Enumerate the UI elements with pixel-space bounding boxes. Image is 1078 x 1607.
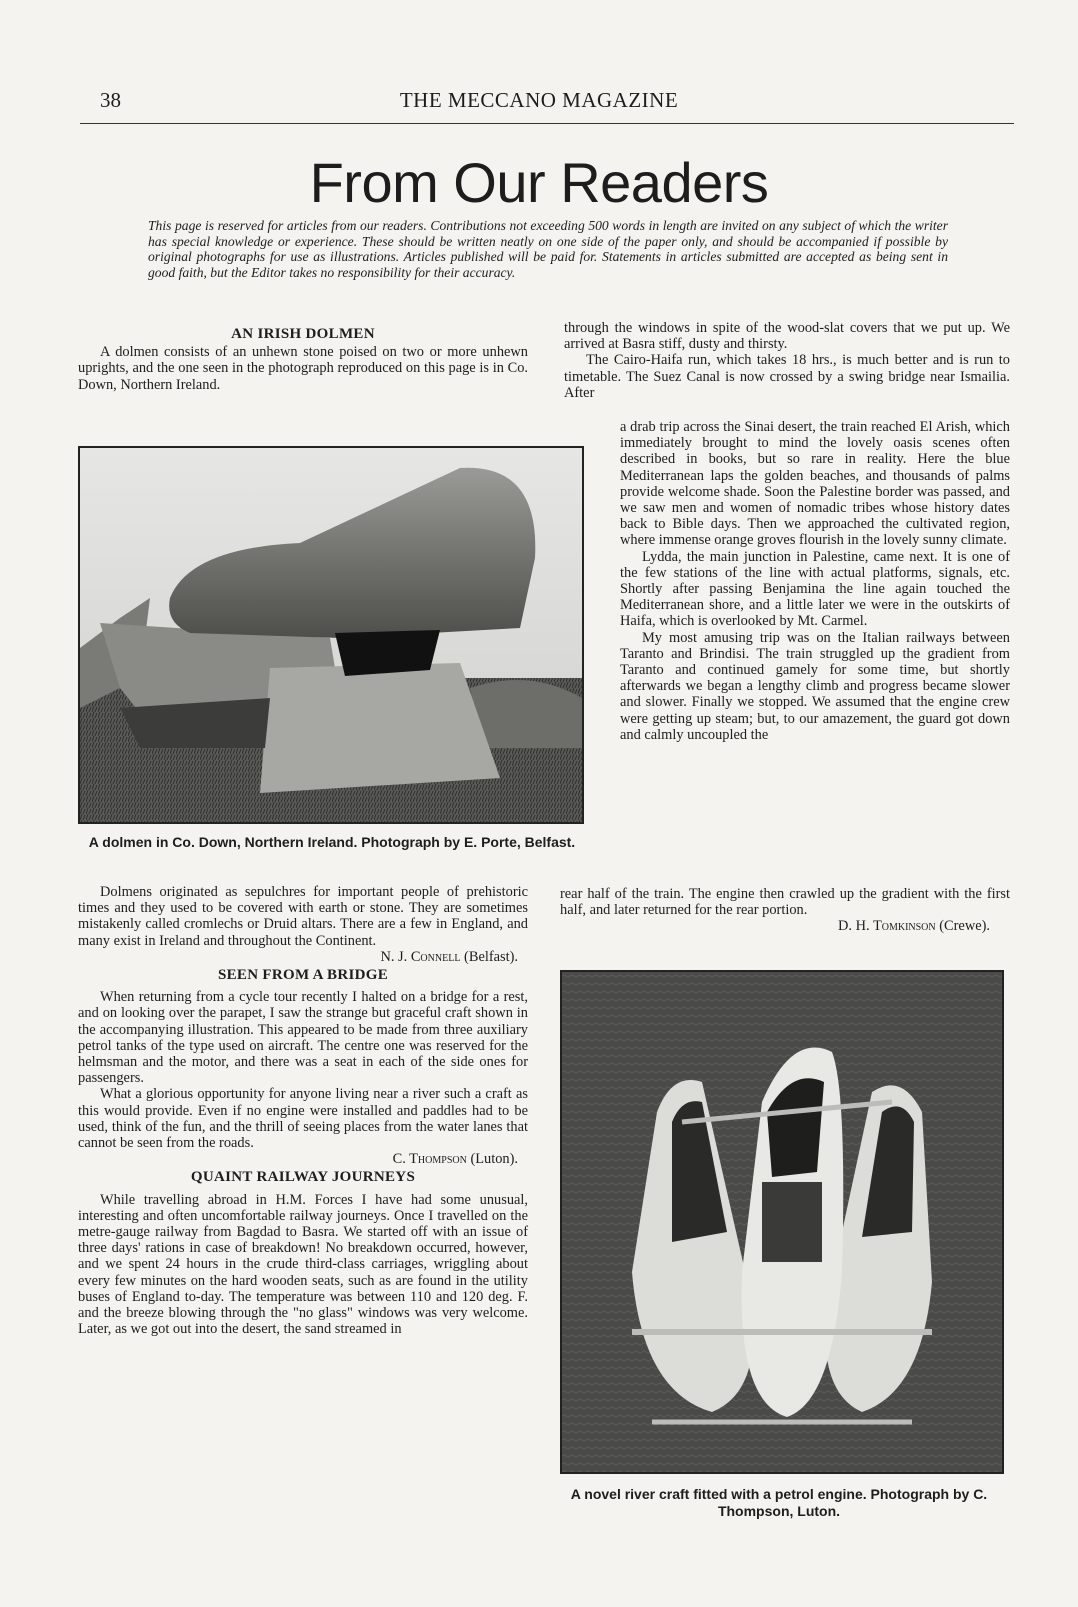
page-title: From Our Readers [309, 151, 769, 214]
dolmen-photo [78, 446, 584, 824]
intro-note: This page is reserved for articles from our readers. Contributions not exceeding 500 words in length are invited on any subject of which the writer has special knowledge or experience. These should be written neatly on one side of the paper only, and should be accompanied if possible by original photographs for use as illustrations. Articles published will be paid for. Statements in articles submitted are accepted as being sent in good faith, but the Editor takes no responsibility for their accuracy. [148, 218, 948, 281]
right-column-top [564, 320, 1010, 401]
magazine-title: THE MECCANO MAGAZINE [399, 88, 679, 112]
header-rule [80, 123, 1014, 124]
railway-paragraph-2b: a drab trip across the Sinai desert, the train reached El Arish, which immediately brought to mind the lovely oasis scenes often described in books, but so rare in reality. Here the blue Mediterranean laps the golden beaches, and thousands of palms provide welcome shade. Soon the Palestine border was passed, and we saw men and women of nomadic tribes whose history dates back to Bible days. Then we approached the cultivated region, where immense orange groves flourish in the lovely sunny climate. [620, 419, 1010, 549]
page-number: 38 [100, 88, 121, 112]
railway-paragraph-4b: rear half of the train. The engine then crawled up the gradient with the first half, and later returned for the rear portion. [560, 886, 1010, 919]
bridge-heading: SEEN FROM A BRIDGE [217, 967, 388, 984]
dolmen-paragraph-1: A dolmen consists of an unhewn stone poised on two or more unhewn uprights, and the one seen in the photograph reproduced on this page is in Co. Down, Northern Ireland. [78, 344, 528, 393]
dolmen-place: (Belfast). [464, 948, 518, 965]
dolmen-byline [78, 949, 518, 965]
bridge-paragraph-2: What a glorious opportunity for anyone living near a river such a craft as this would provide. Even if no engine were installed and paddles had to be used, think of the fun, and the thrill of seeing places from the water lanes that cannot be seen from the roads. [78, 1086, 528, 1152]
dolmen-caption: A dolmen in Co. Down, Northern Ireland. Photograph by E. Porte, Belfast. [88, 834, 576, 850]
dolmen-heading: AN IRISH DOLMEN [231, 326, 375, 342]
dolmen-image [80, 448, 582, 822]
dolmen-article-top [78, 326, 528, 393]
railway-heading: QUAINT RAILWAY JOURNEYS [190, 1169, 416, 1186]
bridge-author: C. Thompson [392, 1151, 467, 1168]
bridge-paragraph-1: When returning from a cycle tour recently I halted on a bridge for a rest, and on looking over the parapet, I saw the strange but graceful craft shown in the accompanying illustration. This appeared to be made from three auxiliary petrol tanks of the type used on aircraft. The centre one was reserved for the helmsman and the motor, and there was a seat in each of the side ones for passengers. [78, 989, 528, 1087]
dolmen-author: N. J. Connell [380, 948, 461, 965]
railway-author: D. H. Tomkinson [838, 918, 936, 935]
right-column-lower [560, 886, 1010, 935]
railway-paragraph-4a: My most amusing trip was on the Italian railways between Taranto and Brindisi. The train struggled up the gradient from Taranto and continued gamely for some time, but shortly afterwards we began a lengthy climb and progress became slower and slower. Finally we stopped. We assumed that the engine crew were getting up steam; but, to our amazement, the guard got down and calmly uncoupled the [620, 629, 1010, 743]
river-craft-caption: A novel river craft fitted with a petrol engine. Photograph by C. Thompson, Luton. [570, 1486, 988, 1519]
railway-paragraph-1: While travelling abroad in H.M. Forces I have had some unusual, interesting and often uncomfortable railway journeys. Once I travelled on the metre-gauge railway from Bagdad to Basra. We started off with an issue of three days' rations in case of breakdown! No breakdown occurred, however, and we spent 24 hours in the crude third-class carriages, wriggling about every few minutes on the hard wooden seats, such as are found in the utility buses of England to-day. The temperature was between 110 and 120 deg. F. and the breeze blowing through the "no glass" windows was very welcome. Later, as we got out into the desert, the sand streamed in [78, 1191, 528, 1338]
bridge-byline [78, 1151, 518, 1167]
bridge-place: (Luton). [470, 1151, 518, 1168]
dolmen-paragraph-2: Dolmens originated as sepulchres for important people of prehistoric times and they used to be covered with earth or stone. They are sometimes mistakenly called cromlechs or Druid altars. There are a few in England, and many exist in Ireland and throughout the Continent. [78, 884, 528, 949]
left-column-lower [78, 884, 528, 1337]
railway-place: (Crewe). [939, 918, 990, 935]
railway-paragraph-2a: The Cairo-Haifa run, which takes 18 hrs., is much better and is run to timetable. The Suez Canal is now crossed by a swing bridge near Ismailia. After [564, 352, 1010, 401]
railway-paragraph-3: Lydda, the main junction in Palestine, came next. It is one of the few stations of the line with actual platforms, signals, etc. Shortly after passing Benjamina the line again touched the Mediterranean shore, and a little later we were in the outskirts of Haifa, which is overlooked by Mt. Carmel. [620, 548, 1010, 630]
railway-continuation: through the windows in spite of the wood-slat covers that we put up. We arrived at Basra stiff, dusty and thirsty. [564, 320, 1010, 353]
railway-byline [560, 918, 990, 934]
river-craft-photo [560, 970, 1004, 1474]
river-craft-image [562, 972, 1002, 1472]
right-column-indented [620, 419, 1010, 743]
